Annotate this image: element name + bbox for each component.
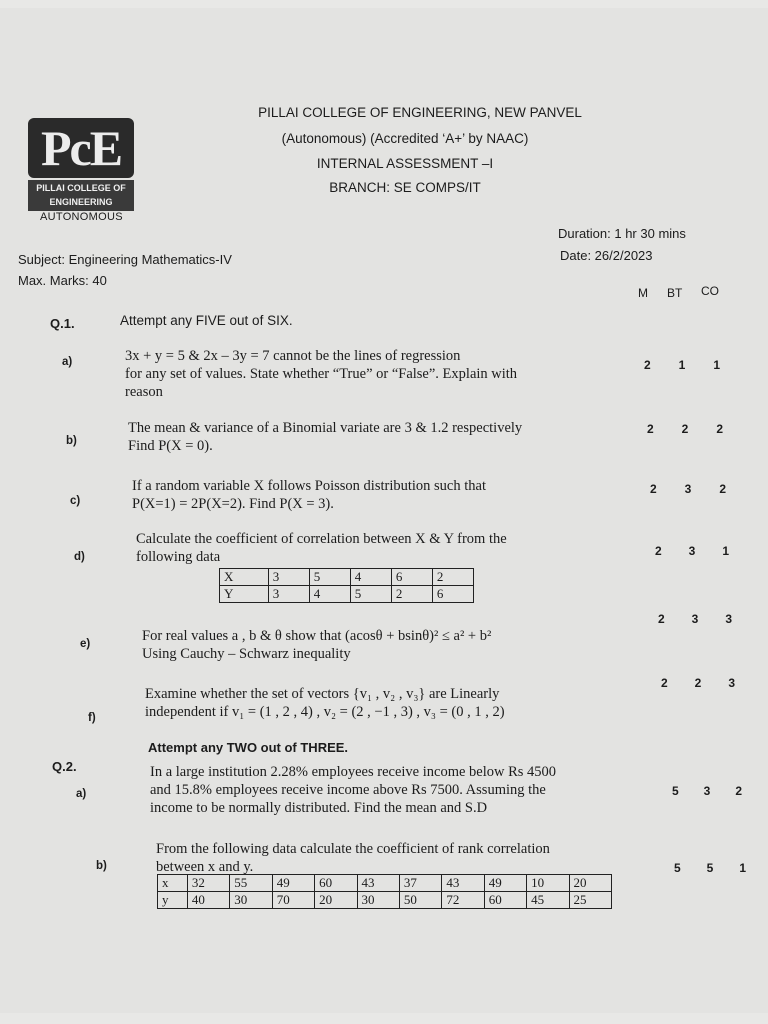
q1a-marks: 2 1 1: [644, 358, 720, 372]
q1e-label: e): [80, 638, 91, 650]
max-marks: Max. Marks: 40: [18, 273, 107, 288]
q1d-table: [219, 568, 474, 603]
assessment-title: INTERNAL ASSESSMENT –I: [316, 156, 494, 171]
q2b-text: From the following data calculate the coefficient of rank correlation between x and y.: [156, 841, 550, 875]
q1-instruction: Attempt any FIVE out of SIX.: [120, 313, 293, 328]
q1-number: Q.1.: [50, 316, 75, 331]
q1d-marks: 2 3 1: [655, 544, 729, 558]
q2b-label: b): [96, 860, 107, 872]
q1d-label: d): [74, 551, 85, 563]
q1e-marks: 2 3 3: [658, 612, 732, 626]
q1b-text: The mean & variance of a Binomial variate are 3 & 1.2 respectively Find P(X = 0).: [128, 420, 523, 454]
q1b-label: b): [66, 435, 77, 447]
q1c-text: If a random variable X follows Poisson distribution such that P(X=1) = 2P(X=2). Find P(X = 3).: [132, 478, 486, 512]
subject: Subject: Engineering Mathematics-IV: [18, 252, 232, 267]
q2a-marks: 5 3 2: [672, 784, 742, 798]
q2b-marks: 5 5 1: [674, 861, 746, 875]
exam-paper: [0, 8, 768, 1013]
table-row: x 32 55 49 60 43 37 43 49 10 20: [158, 875, 612, 892]
q1d-text: Calculate the coefficient of correlation between X & Y from the following data: [136, 531, 507, 565]
logo-autonomous: AUTONOMOUS: [40, 211, 123, 223]
logo-band: PILLAI COLLEGE OF ENGINEERING: [28, 180, 134, 211]
q2a-label: a): [76, 788, 87, 800]
q1f-marks: 2 2 3: [661, 676, 735, 690]
q1a-text: 3x + y = 5 & 2x – 3y = 7 cannot be the lines of regression for any set of values. State whether “True” or “False”. Explain with reason: [125, 348, 518, 400]
q1a-label: a): [62, 356, 73, 368]
col-marks: M: [638, 286, 648, 300]
q2-number: Q.2.: [52, 759, 77, 774]
duration: Duration: 1 hr 30 mins: [558, 226, 686, 241]
table-row: X 3 5 4 6 2: [220, 569, 474, 586]
q1e-text: For real values a , b & θ show that (acosθ + bsinθ)² ≤ a² + b² Using Cauchy – Schwarz inequality: [142, 628, 492, 662]
branch: BRANCH: SE COMPS/IT: [329, 180, 481, 195]
col-bt: BT: [667, 286, 683, 300]
q1c-marks: 2 3 2: [650, 482, 726, 496]
accreditation: (Autonomous) (Accredited ‘A+’ by NAAC): [281, 131, 529, 146]
college-name: PILLAI COLLEGE OF ENGINEERING, NEW PANVEL: [258, 105, 582, 120]
q1c-label: c): [70, 495, 81, 507]
table-row: y 40 30 70 20 30 50 72 60 45 25: [158, 892, 612, 909]
col-co: CO: [701, 284, 719, 298]
q1f-label: f): [88, 712, 96, 724]
table-row: Y 3 4 5 2 6: [220, 586, 474, 603]
logo-mark: PcE: [28, 118, 134, 178]
q1f-text: Examine whether the set of vectors {v₁ , v₂ , v₃} are Linearly independent if v₁ = (1 , 2 , 4) , v₂ = (2 , −1 , 3) , v₃ = (0 , 1 , 2): [145, 686, 505, 720]
college-logo: [28, 118, 134, 213]
q2a-text: In a large institution 2.28% employees receive income below Rs 4500 and 15.8% employees receive income above Rs 7500. Assuming the income to be normally distributed. Find the mean and S.D: [150, 764, 557, 816]
q1b-marks: 2 2 2: [647, 422, 723, 436]
q2b-table: [157, 874, 612, 909]
q2-instruction: Attempt any TWO out of THREE.: [148, 740, 349, 755]
date: Date: 26/2/2023: [560, 248, 653, 263]
